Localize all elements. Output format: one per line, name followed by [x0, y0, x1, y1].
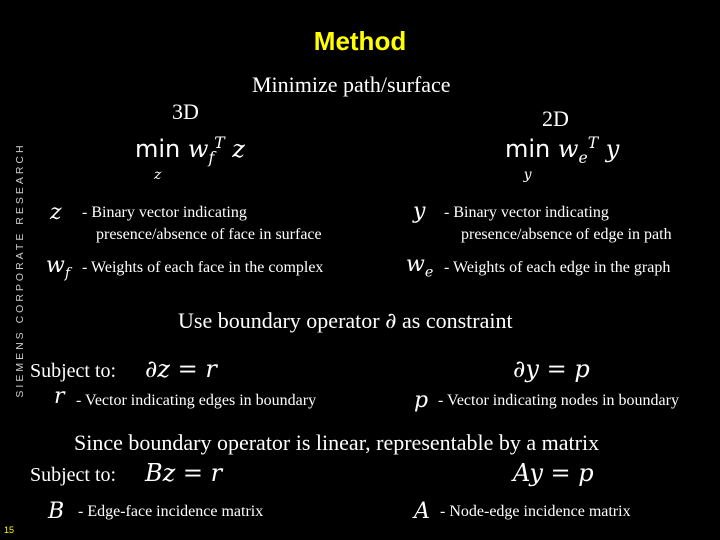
symbol-z: z: [50, 200, 62, 225]
constraint-2d: ∂y = p: [513, 355, 590, 383]
subject-to-label-1: Subject to:: [30, 360, 117, 382]
z-description-line2: presence/absence of face in surface: [96, 226, 322, 243]
p-description: - Vector indicating nodes in boundary: [438, 392, 679, 409]
heading-2d: 2D: [542, 106, 569, 131]
boundary-operator-line: Use boundary operator ∂ as constraint: [178, 308, 513, 334]
symbol-r: r: [54, 384, 65, 409]
subject-to-label-2: Subject to:: [30, 464, 117, 486]
symbol-y: y: [413, 199, 426, 224]
wf-description: - Weights of each face in the complex: [82, 259, 324, 276]
slide-title: Method: [313, 26, 407, 56]
r-description: - Vector indicating edges in boundary: [76, 392, 317, 409]
subtitle: Minimize path/surface: [252, 72, 451, 97]
symbol-A: A: [414, 499, 430, 524]
matrix-constraint-2d: Ay = p: [513, 459, 594, 487]
symbol-wf: $w_f$: [46, 253, 71, 282]
page-number: 15: [4, 525, 15, 535]
A-description: - Node-edge incidence matrix: [440, 503, 631, 520]
we-description: - Weights of each edge in the graph: [444, 259, 671, 276]
objective-3d: min z $w_f^T$ z: [135, 134, 245, 183]
y-description-line2: presence/absence of edge in path: [461, 226, 672, 243]
matrix-constraint-3d: Bz = r: [145, 459, 223, 487]
symbol-B: B: [48, 499, 65, 524]
B-description: - Edge-face incidence matrix: [78, 503, 264, 520]
heading-3d: 3D: [172, 99, 199, 124]
linear-operator-note: Since boundary operator is linear, representable by a matrix: [74, 430, 600, 455]
y-description-line1: - Binary vector indicating: [444, 204, 609, 221]
symbol-p: p: [414, 388, 429, 413]
z-description-line1: - Binary vector indicating: [82, 204, 247, 221]
objective-2d: min y $w_e^T$ y: [505, 134, 620, 183]
side-banner: SIEMENS CORPORATE RESEARCH: [14, 142, 26, 398]
constraint-3d: ∂z = r: [145, 355, 217, 383]
symbol-we: $w_e$: [406, 252, 434, 281]
